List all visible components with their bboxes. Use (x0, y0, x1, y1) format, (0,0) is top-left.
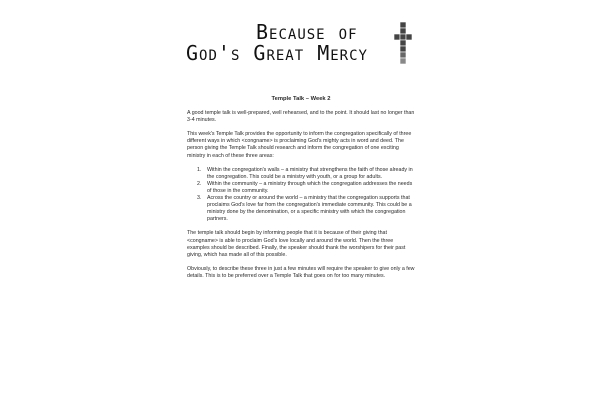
paragraph-structure: The temple talk should begin by informing people that it is because of their giving that <congname> is able to proclaim God's love locally and around the world. Then the three examples should be described. Finally, the speaker should thank the worshipers for their past giving, which has made all of this possible. (187, 230, 406, 258)
logo-line-2: God's Great Mercy (186, 41, 368, 65)
paragraph-intro: A good temple talk is well-prepared, well rehearsed, and to the point. It should last no longer than 3-4 minutes. (187, 110, 415, 124)
list-item-text: Across the country or around the world – a ministry that the congregation supports that proclaims God's love far from the congregation's immediate community. This could be a ministry done by the denomination, or a specific ministry with which the congregation partners. (207, 195, 412, 223)
list-item-text: Within the community – a ministry through which the congregation addresses the needs of those in the community. (207, 180, 413, 194)
list-item-number: 2. (197, 180, 202, 187)
paragraph-overview: This week's Temple Talk provides the opportunity to inform the congregation specifically of three different ways in which <congname> is proclaiming God's mighty acts in word and deed. The person giving the Temple Talk should research and inform the congregation of one exciting ministry in each of these three areas: (187, 131, 412, 159)
cross-icon (393, 22, 413, 70)
list-item (187, 167, 415, 181)
list-item-number: 1. (197, 166, 202, 173)
list-item (187, 181, 415, 195)
document-body (187, 96, 415, 287)
list-item-text: Within the congregation's walls – a ministry that strengthens the faith of those already in the congregation. This could be a ministry with youth, or a group for adults. (207, 166, 413, 180)
list-item (187, 195, 415, 223)
paragraph-conclusion: Obviously, to describe these three in just a few minutes will require the speaker to give only a few details. This is to be preferred over a Temple Talk that goes on for too many minutes. (187, 265, 415, 279)
logo (186, 18, 422, 66)
ministry-list (187, 167, 415, 224)
logo-line-1: Because of (256, 20, 358, 44)
document-title: Temple Talk – Week 2 (271, 96, 331, 102)
list-item-number: 3. (197, 195, 202, 202)
